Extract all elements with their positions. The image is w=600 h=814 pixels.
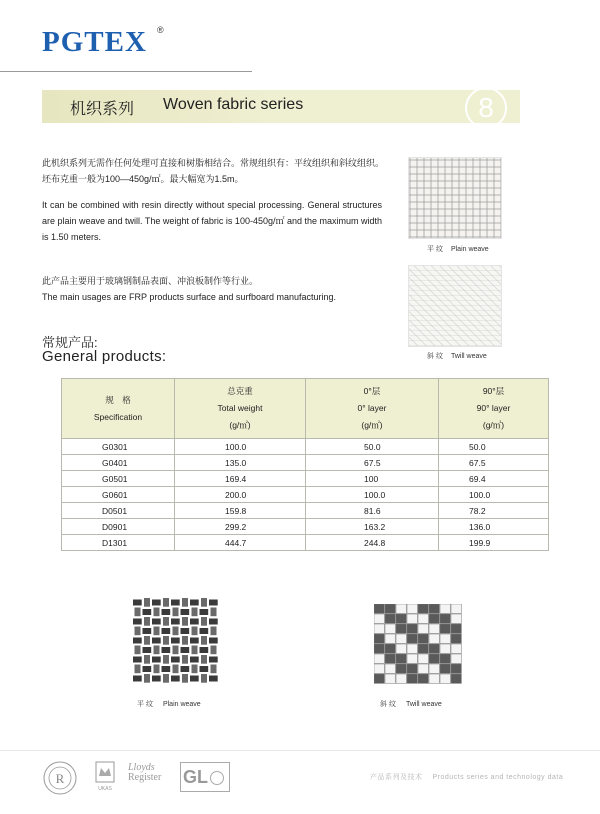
twill-weave-yarn-cell [418,654,428,663]
twill-weave-yarn-cell [396,614,406,623]
plain-weave-yarn-cell [211,665,217,674]
plain-weave-yarn-cell [152,676,161,682]
footer-divider [0,750,600,751]
twill-weave-yarn-cell [396,674,406,683]
plain-weave-yarn-cell [209,600,218,606]
plain-weave-yarn-cell [211,627,217,636]
twill-weave-yarn-cell [429,624,439,633]
twill-weave-yarn-cell [429,654,439,663]
plain-weave-yarn-cell [181,609,190,615]
twill-weave-yarn-cell [374,634,384,643]
products-title-en: General products: [42,348,167,365]
table-cell: 50.0 [439,439,549,455]
svg-text:R: R [55,771,65,786]
twill-weave-yarn-cell [385,654,395,663]
section-title-en: Woven fabric series [163,96,304,113]
plain-weave-yarn-cell [192,646,198,655]
table-cell: G0301 [62,439,175,455]
table-cell: 100.0 [306,487,439,503]
twill-weave-fabric-photo [408,265,502,347]
caption-cn: 斜 纹 [427,353,443,360]
plain-weave-yarn-cell [162,647,171,653]
plain-weave-yarn-cell [163,655,169,664]
table-cell: 299.2 [175,519,306,535]
plain-weave-yarn-cell [211,646,217,655]
plain-weave-yarn-cell [143,666,152,672]
plain-weave-yarn-cell [192,627,198,636]
twill-weave-yarn-cell [374,654,384,663]
plain-weave-yarn-cell [135,608,141,617]
plain-weave-yarn-cell [163,598,169,607]
twill-weave-yarn-cell [451,664,461,673]
intro-paragraph-en: It can be combined with resin directly without special processing. General structures are plain weave and twill. The weight of fabric is 100-450g/㎡ and the maximum width is 1.50 meters. [42,200,383,242]
table-row [62,503,549,519]
plain-weave-yarn-cell [209,657,218,663]
twill-weave-yarn-cell [440,614,450,623]
table-cell: 69.4 [439,471,549,487]
plain-weave-caption: 平 纹 Plain weave [137,701,201,708]
twill-weave-yarn-cell [385,644,395,653]
twill-weave-yarn-cell [429,674,439,683]
table-cell: 169.4 [175,471,306,487]
table-cell: D1301 [62,535,175,551]
plain-weave-yarn-cell [144,655,150,664]
twill-weave-yarn-cell [396,624,406,633]
plain-weave-yarn-cell [209,638,218,644]
table-row [62,439,549,455]
plain-weave-yarn-cell [133,657,142,663]
plain-weave-yarn-cell [162,609,171,615]
table-row [62,519,549,535]
twill-weave-yarn-cell [407,604,417,613]
plain-weave-yarn-cell [201,598,207,607]
plain-weave-yarn-cell [135,665,141,674]
plain-weave-yarn-cell [171,638,180,644]
twill-weave-yarn-cell [440,664,450,673]
twill-weave-yarn-cell [407,664,417,673]
twill-weave-yarn-cell [440,604,450,613]
twill-weave-yarn-cell [418,604,428,613]
table-row [62,455,549,471]
specification-table [61,378,549,551]
header-90-layer: 90°层 90° layer (g/㎡) [439,379,549,439]
twill-weave-yarn-cell [418,664,428,673]
plain-weave-yarn-cell [163,636,169,645]
plain-weave-yarn-cell [154,608,160,617]
twill-weave-yarn-cell [407,654,417,663]
plain-weave-yarn-cell [133,619,142,625]
table-cell: D0901 [62,519,175,535]
twill-weave-yarn-cell [374,614,384,623]
table-cell: 100.0 [175,439,306,455]
table-cell: 135.0 [175,455,306,471]
plain-weave-yarn-cell [190,657,199,663]
table-cell: 159.8 [175,503,306,519]
table-cell: 163.2 [306,519,439,535]
registered-mark: ® [157,25,164,35]
plain-weave-yarn-cell [190,619,199,625]
table-cell: 200.0 [175,487,306,503]
twill-weave-yarn-cell [418,644,428,653]
table-row [62,487,549,503]
plain-weave-yarn-cell [143,609,152,615]
plain-weave-yarn-cell [182,674,188,683]
svg-text:UKAS: UKAS [98,786,112,792]
plain-weave-yarn-cell [181,666,190,672]
plain-weave-yarn-cell [190,600,199,606]
plain-weave-yarn-cell [190,676,199,682]
twill-weave-yarn-cell [451,674,461,683]
table-cell: G0401 [62,455,175,471]
plain-weave-yarn-cell [171,600,180,606]
usage-paragraph-en: The main usages are FRP products surface and surfboard manufacturing. [42,292,336,302]
plain-weave-swatch-caption [427,244,489,254]
brand-logo: PGTEX [42,26,147,58]
plain-weave-yarn-cell [173,608,179,617]
twill-weave-yarn-cell [396,664,406,673]
twill-weave-caption: 斜 纹 Twill weave [380,701,442,708]
twill-weave-yarn-cell [429,614,439,623]
plain-weave-yarn-cell [154,665,160,674]
plain-weave-yarn-cell [211,608,217,617]
plain-weave-yarn-cell [209,619,218,625]
twill-weave-yarn-cell [407,674,417,683]
table-cell: D0501 [62,503,175,519]
twill-weave-yarn-cell [440,674,450,683]
twill-weave-yarn-cell [374,674,384,683]
twill-weave-yarn-cell [407,644,417,653]
twill-weave-yarn-cell [418,634,428,643]
twill-weave-yarn-cell [440,654,450,663]
table-cell: 244.8 [306,535,439,551]
intro-paragraph-cn: 此机织系列无需作任何处理可直接和树脂相结合。常规组织有：平纹组织和斜纹组织。坯布克重一般为100—450g/㎡。最大幅宽为1.5m。 [42,158,385,184]
plain-weave-yarn-cell [135,627,141,636]
table-cell: 136.0 [439,519,549,535]
table-cell: 78.2 [439,503,549,519]
table-cell: 67.5 [306,455,439,471]
usage-paragraph-cn: 此产品主要用于玻璃钢制品表面、冲浪板制作等行业。 [42,276,259,286]
twill-weave-yarn-cell [429,634,439,643]
plain-weave-yarn-cell [144,674,150,683]
twill-weave-yarn-cell [407,624,417,633]
twill-weave-yarn-cell [385,624,395,633]
ukas-crown-icon [92,760,118,796]
twill-weave-yarn-cell [374,624,384,633]
twill-weave-yarn-cell [429,644,439,653]
plain-weave-yarn-cell [201,674,207,683]
table-cell: 199.9 [439,535,549,551]
plain-weave-diagram [133,598,219,684]
table-cell: 100.0 [439,487,549,503]
twill-weave-yarn-cell [385,614,395,623]
twill-weave-yarn-cell [374,664,384,673]
plain-weave-yarn-cell [182,617,188,626]
twill-weave-yarn-cell [440,634,450,643]
twill-weave-yarn-cell [385,674,395,683]
plain-weave-yarn-cell [181,628,190,634]
section-number-badge: 8 [465,87,507,129]
plain-weave-yarn-cell [171,657,180,663]
twill-weave-yarn-cell [407,614,417,623]
twill-weave-yarn-cell [396,644,406,653]
twill-weave-yarn-cell [374,604,384,613]
plain-weave-yarn-cell [201,636,207,645]
plain-weave-yarn-cell [162,628,171,634]
products-title-cn: 常规产品: [42,335,98,350]
plain-weave-yarn-cell [152,657,161,663]
plain-weave-yarn-cell [163,617,169,626]
twill-weave-yarn-cell [418,614,428,623]
plain-weave-yarn-cell [133,600,142,606]
plain-weave-yarn-cell [144,636,150,645]
plain-weave-yarn-cell [171,676,180,682]
twill-weave-yarn-cell [429,604,439,613]
twill-weave-yarn-cell [418,624,428,633]
plain-weave-yarn-cell [152,600,161,606]
lloyds-register-logo: Lloyds Register [128,762,162,783]
twill-weave-swatch-caption [427,351,487,361]
twill-weave-yarn-cell [440,644,450,653]
plain-weave-yarn-cell [192,608,198,617]
header-specification: 规 格 Specification [62,379,175,439]
twill-weave-yarn-cell [451,654,461,663]
plain-weave-yarn-cell [144,598,150,607]
table-cell: G0501 [62,471,175,487]
plain-weave-yarn-cell [192,665,198,674]
table-cell: 444.7 [175,535,306,551]
plain-weave-yarn-cell [200,666,209,672]
plain-weave-yarn-cell [162,666,171,672]
plain-weave-yarn-cell [143,628,152,634]
twill-weave-yarn-cell [385,664,395,673]
twill-weave-yarn-cell [451,624,461,633]
quality-certification-seal-icon [42,760,78,796]
table-cell: 81.6 [306,503,439,519]
plain-weave-yarn-cell [209,676,218,682]
logo-divider [0,71,252,72]
caption-en: Twill weave [450,353,487,360]
plain-weave-fabric-photo [408,157,502,239]
twill-weave-yarn-cell [407,634,417,643]
plain-weave-yarn-cell [163,674,169,683]
plain-weave-yarn-cell [182,598,188,607]
table-cell: G0601 [62,487,175,503]
table-row [62,535,549,551]
plain-weave-yarn-cell [144,617,150,626]
plain-weave-yarn-cell [154,627,160,636]
plain-weave-yarn-cell [152,619,161,625]
caption-en: Plain weave [450,246,489,253]
twill-weave-yarn-cell [374,644,384,653]
table-cell: 100 [306,471,439,487]
twill-weave-yarn-cell [451,604,461,613]
table-cell: 67.5 [439,455,549,471]
footer-text: 产品系列及技术 Products series and technology data [370,774,564,781]
plain-weave-yarn-cell [201,655,207,664]
plain-weave-yarn-cell [171,619,180,625]
plain-weave-yarn-cell [173,646,179,655]
twill-weave-yarn-cell [396,604,406,613]
twill-weave-yarn-cell [396,634,406,643]
plain-weave-yarn-cell [200,628,209,634]
plain-weave-yarn-cell [201,617,207,626]
twill-weave-yarn-cell [440,624,450,633]
table-cell: 50.0 [306,439,439,455]
plain-weave-yarn-cell [181,647,190,653]
twill-weave-yarn-cell [451,644,461,653]
plain-weave-yarn-cell [154,646,160,655]
plain-weave-yarn-cell [143,647,152,653]
plain-weave-yarn-cell [182,636,188,645]
twill-weave-yarn-cell [385,634,395,643]
plain-weave-yarn-cell [152,638,161,644]
plain-weave-yarn-cell [133,638,142,644]
plain-weave-yarn-cell [173,627,179,636]
plain-weave-yarn-cell [135,646,141,655]
twill-weave-yarn-cell [385,604,395,613]
plain-weave-yarn-cell [182,655,188,664]
header-total-weight: 总克重 Total weight (g/㎡) [175,379,306,439]
twill-weave-yarn-cell [451,614,461,623]
section-title-cn: 机织系列 [70,101,135,118]
plain-weave-yarn-cell [133,676,142,682]
twill-weave-yarn-cell [418,674,428,683]
plain-weave-yarn-cell [200,609,209,615]
twill-weave-yarn-cell [396,654,406,663]
table-header-row [62,379,549,439]
plain-weave-yarn-cell [173,665,179,674]
plain-weave-yarn-cell [200,647,209,653]
twill-weave-yarn-cell [429,664,439,673]
table-row [62,471,549,487]
caption-cn: 平 纹 [427,246,443,253]
header-0-layer: 0°层 0° layer (g/㎡) [306,379,439,439]
twill-weave-diagram [374,604,462,684]
plain-weave-yarn-cell [190,638,199,644]
gl-certification-logo: GL [180,762,230,792]
twill-weave-yarn-cell [451,634,461,643]
